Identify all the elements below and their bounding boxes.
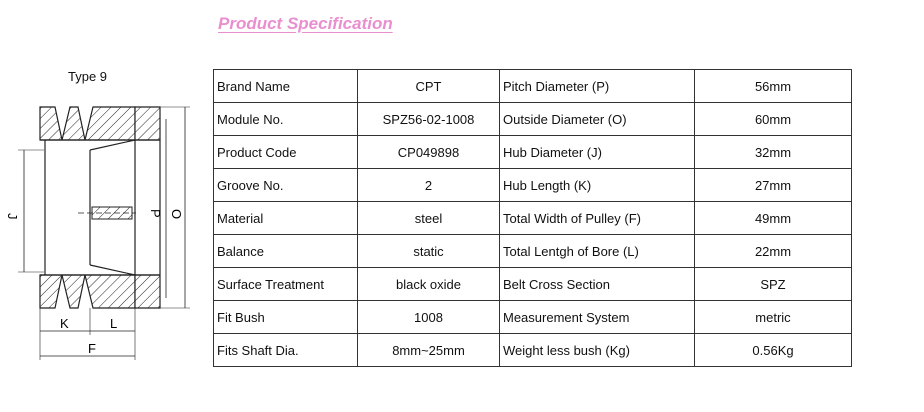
diagram-type-label: Type 9: [68, 69, 108, 84]
dimension-j-label: J: [5, 213, 20, 220]
table-row: [214, 70, 852, 103]
spec-label: Fit Bush: [214, 301, 358, 334]
dimension-value: 32mm: [695, 136, 852, 169]
dimension-value: SPZ: [695, 268, 852, 301]
table-row: [214, 202, 852, 235]
dimension-value: 0.56Kg: [695, 334, 852, 367]
spec-label: Module No.: [214, 103, 358, 136]
set-screw: [78, 207, 136, 219]
spec-label: Surface Treatment: [214, 268, 358, 301]
dimension-label: Pitch Diameter (P): [500, 70, 695, 103]
spec-value: CP049898: [358, 136, 500, 169]
dimension-label: Belt Cross Section: [500, 268, 695, 301]
spec-value: 2: [358, 169, 500, 202]
pulley-cross-section-diagram: [0, 85, 205, 370]
dimension-f-label: F: [88, 341, 96, 356]
dimension-label: Measurement System: [500, 301, 695, 334]
spec-value: static: [358, 235, 500, 268]
spec-label: Groove No.: [214, 169, 358, 202]
spec-label: Product Code: [214, 136, 358, 169]
hub-upper-hatched: [135, 107, 160, 140]
spec-value: CPT: [358, 70, 500, 103]
table-row: [214, 136, 852, 169]
spec-value: black oxide: [358, 268, 500, 301]
page-title: Product Specification: [218, 14, 393, 33]
table-row: [214, 169, 852, 202]
dimension-k-label: K: [60, 316, 69, 331]
dimension-label: Total Lentgh of Bore (L): [500, 235, 695, 268]
table-row: [214, 334, 852, 367]
dimension-value: 49mm: [695, 202, 852, 235]
dimension-value: 22mm: [695, 235, 852, 268]
dimension-l-label: L: [110, 316, 118, 331]
spec-value: SPZ56-02-1008: [358, 103, 500, 136]
dimension-value: 27mm: [695, 169, 852, 202]
table-row: [214, 268, 852, 301]
specification-table: [213, 69, 852, 367]
dimension-p-label: P: [148, 209, 163, 218]
spec-label: Fits Shaft Dia.: [214, 334, 358, 367]
table-row: [214, 103, 852, 136]
spec-label: Brand Name: [214, 70, 358, 103]
table-row: [214, 301, 852, 334]
spec-value: 1008: [358, 301, 500, 334]
dimension-value: 56mm: [695, 70, 852, 103]
spec-label: Balance: [214, 235, 358, 268]
dimension-value: metric: [695, 301, 852, 334]
dimension-label: Weight less bush (Kg): [500, 334, 695, 367]
dimension-label: Hub Diameter (J): [500, 136, 695, 169]
spec-value: steel: [358, 202, 500, 235]
hub-lower-hatched: [135, 275, 160, 308]
upper-rim-hatched: [40, 107, 135, 140]
dimension-value: 60mm: [695, 103, 852, 136]
dimension-o-label: O: [169, 209, 184, 220]
spec-label: Material: [214, 202, 358, 235]
table-row: [214, 235, 852, 268]
dimension-label: Outside Diameter (O): [500, 103, 695, 136]
dimension-label: Total Width of Pulley (F): [500, 202, 695, 235]
spec-value: 8mm~25mm: [358, 334, 500, 367]
lower-rim-hatched: [40, 275, 135, 308]
dimension-label: Hub Length (K): [500, 169, 695, 202]
